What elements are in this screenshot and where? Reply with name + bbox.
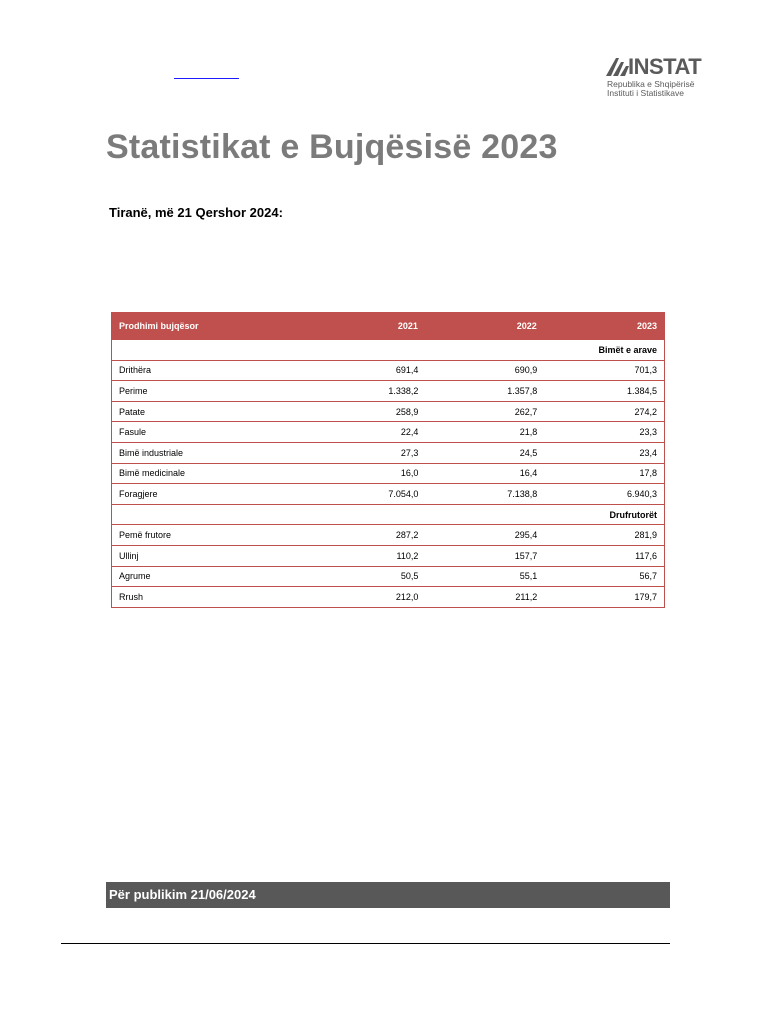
cell-value: 56,7 bbox=[544, 566, 664, 587]
cell-value: 690,9 bbox=[425, 360, 544, 381]
table-section-row bbox=[112, 340, 665, 361]
cell-value: 7.054,0 bbox=[307, 484, 426, 505]
cell-value: 701,3 bbox=[544, 360, 664, 381]
dateline: Tiranë, më 21 Qershor 2024: bbox=[109, 205, 283, 220]
row-label: Bimë industriale bbox=[112, 442, 307, 463]
row-label: Perime bbox=[112, 381, 307, 402]
row-label: Patate bbox=[112, 401, 307, 422]
table-header-row bbox=[112, 313, 665, 340]
cell-value: 6.940,3 bbox=[544, 484, 664, 505]
cell-value: 281,9 bbox=[544, 525, 664, 546]
table-row bbox=[112, 442, 665, 463]
table-row bbox=[112, 525, 665, 546]
cell-value: 50,5 bbox=[307, 566, 426, 587]
row-label: Agrume bbox=[112, 566, 307, 587]
cell-value: 22,4 bbox=[307, 422, 426, 443]
cell-value: 212,0 bbox=[307, 587, 426, 608]
row-label: Pemë frutore bbox=[112, 525, 307, 546]
table-row bbox=[112, 381, 665, 402]
table-row bbox=[112, 401, 665, 422]
cell-value: 157,7 bbox=[425, 545, 544, 566]
cell-value: 211,2 bbox=[425, 587, 544, 608]
table-row bbox=[112, 360, 665, 381]
agricultural-production-table bbox=[111, 312, 665, 608]
table-section-row bbox=[112, 504, 665, 525]
row-label: Bimë medicinale bbox=[112, 463, 307, 484]
cell-value: 16,0 bbox=[307, 463, 426, 484]
table-row bbox=[112, 545, 665, 566]
page-title: Statistikat e Bujqësisë 2023 bbox=[106, 128, 558, 166]
cell-value: 110,2 bbox=[307, 545, 426, 566]
column-header: Prodhimi bujqësor bbox=[112, 313, 307, 340]
table-row bbox=[112, 566, 665, 587]
row-label: Drithëra bbox=[112, 360, 307, 381]
column-header: 2023 bbox=[544, 313, 664, 340]
cell-value: 262,7 bbox=[425, 401, 544, 422]
cell-value: 274,2 bbox=[544, 401, 664, 422]
row-label: Rrush bbox=[112, 587, 307, 608]
row-label: Foragjere bbox=[112, 484, 307, 505]
cell-value: 295,4 bbox=[425, 525, 544, 546]
cell-value: 691,4 bbox=[307, 360, 426, 381]
cell-value: 258,9 bbox=[307, 401, 426, 422]
footer-divider bbox=[61, 943, 670, 944]
cell-value: 55,1 bbox=[425, 566, 544, 587]
cell-value: 23,3 bbox=[544, 422, 664, 443]
section-label: Drufrutorët bbox=[112, 504, 665, 525]
column-header: 2022 bbox=[425, 313, 544, 340]
cell-value: 1.338,2 bbox=[307, 381, 426, 402]
instat-logo bbox=[606, 54, 706, 100]
header-link[interactable] bbox=[174, 60, 239, 79]
cell-value: 27,3 bbox=[307, 442, 426, 463]
cell-value: 17,8 bbox=[544, 463, 664, 484]
section-label: Bimët e arave bbox=[112, 340, 665, 361]
logo-subtitle-line1: Republika e Shqipërisë bbox=[607, 79, 695, 89]
table-row bbox=[112, 587, 665, 608]
release-date-bar: Për publikim 21/06/2024 bbox=[106, 882, 670, 908]
row-label: Ullinj bbox=[112, 545, 307, 566]
cell-value: 7.138,8 bbox=[425, 484, 544, 505]
row-label: Fasule bbox=[112, 422, 307, 443]
instat-logo-icon bbox=[606, 56, 630, 76]
cell-value: 179,7 bbox=[544, 587, 664, 608]
table-row bbox=[112, 422, 665, 443]
cell-value: 287,2 bbox=[307, 525, 426, 546]
cell-value: 23,4 bbox=[544, 442, 664, 463]
cell-value: 1.384,5 bbox=[544, 381, 664, 402]
column-header: 2021 bbox=[307, 313, 426, 340]
cell-value: 21,8 bbox=[425, 422, 544, 443]
table-row bbox=[112, 484, 665, 505]
cell-value: 117,6 bbox=[544, 545, 664, 566]
table-row bbox=[112, 463, 665, 484]
logo-wordmark: INSTAT bbox=[628, 54, 702, 79]
cell-value: 16,4 bbox=[425, 463, 544, 484]
cell-value: 24,5 bbox=[425, 442, 544, 463]
cell-value: 1.357,8 bbox=[425, 381, 544, 402]
logo-subtitle-line2: Instituti i Statistikave bbox=[607, 88, 685, 98]
